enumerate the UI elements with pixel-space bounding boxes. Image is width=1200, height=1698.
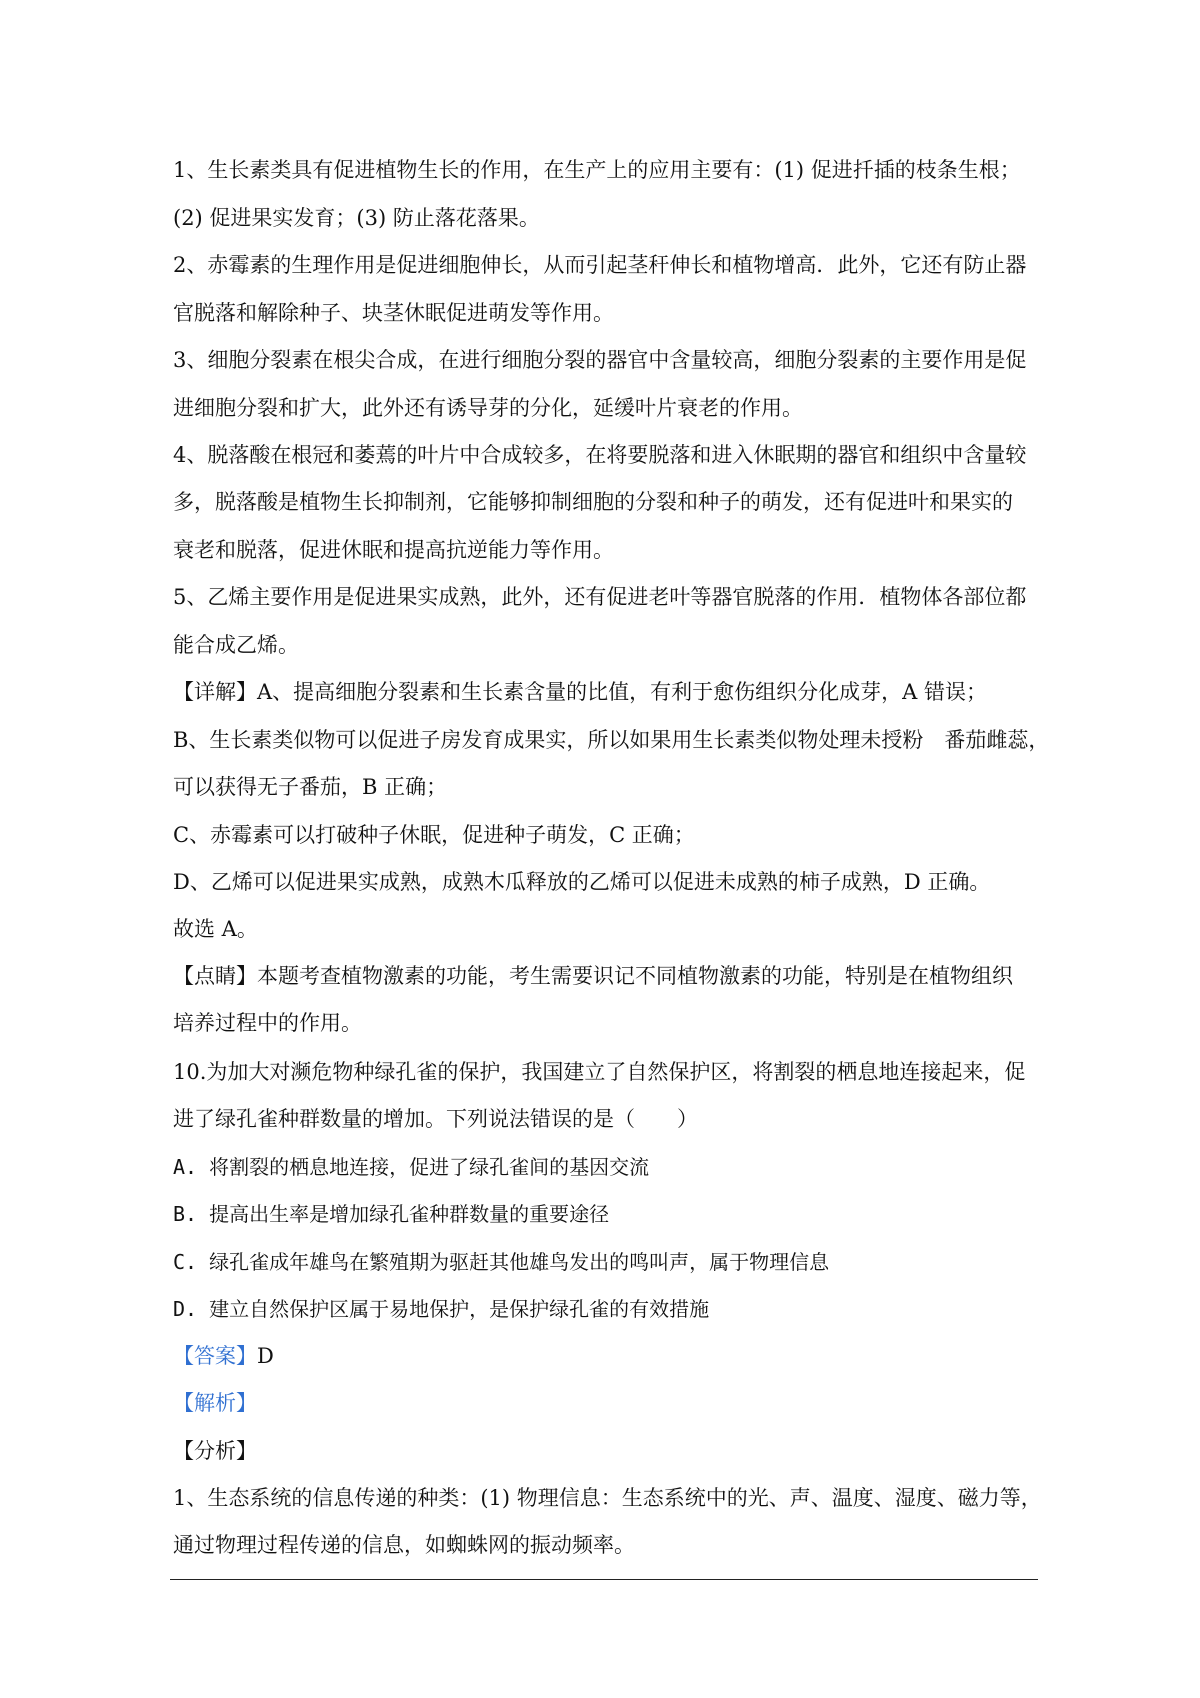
footer-divider [170, 1579, 1038, 1580]
fenxi-label: 【分析】 [173, 1439, 257, 1463]
text-line: 能合成乙烯。 [173, 633, 299, 657]
question-stem: 10.为加大对濒危物种绿孔雀的保护，我国建立了自然保护区，将割裂的栖息地连接起来，促 [173, 1060, 1026, 1084]
text-line: 3、细胞分裂素在根尖合成，在进行细胞分裂的器官中含量较高，细胞分裂素的主要作用是促 [173, 348, 1027, 372]
answer-line [173, 1346, 274, 1367]
text-line: 4、脱落酸在根冠和萎蔫的叶片中合成较多，在将要脱落和进入休眠期的器官和组织中含量较 [173, 443, 1027, 467]
text-line: 通过物理过程传递的信息，如蜘蛛网的振动频率。 [173, 1533, 635, 1557]
answer-label: 【答案】 [173, 1344, 257, 1368]
text-line: 衰老和脱落，促进休眠和提高抗逆能力等作用。 [173, 538, 614, 562]
text-line: D、乙烯可以促进果实成熟，成熟木瓜释放的乙烯可以促进未成熟的柿子成熟，D 正确。 [173, 870, 991, 894]
option-b: B. 提高出生率是增加绿孔雀种群数量的重要途径 [173, 1202, 610, 1226]
text-line: 1、生长素类具有促进植物生长的作用，在生产上的应用主要有：(1) 促进扦插的枝条生根； [173, 158, 1021, 182]
text-line: 进细胞分裂和扩大，此外还有诱导芽的分化，延缓叶片衰老的作用。 [173, 396, 803, 420]
option-c: C. 绿孔雀成年雄鸟在繁殖期为驱赶其他雄鸟发出的鸣叫声，属于物理信息 [173, 1250, 830, 1274]
text-line: 1、生态系统的信息传递的种类：(1) 物理信息：生态系统中的光、声、温度、湿度、磁力等， [173, 1486, 1042, 1510]
text-line: 【点睛】本题考查植物激素的功能，考生需要识记不同植物激素的功能，特别是在植物组织 [173, 964, 1013, 988]
option-a: A. 将割裂的栖息地连接，促进了绿孔雀间的基因交流 [173, 1155, 650, 1179]
analysis-label: 【解析】 [173, 1391, 257, 1415]
text-line: B、生长素类似物可以促进子房发育成果实，所以如果用生长素类似物处理未授粉 番茄雌蕊， [173, 728, 1050, 752]
text-line: 多，脱落酸是植物生长抑制剂，它能够抑制细胞的分裂和种子的萌发，还有促进叶和果实的 [173, 490, 1013, 514]
text-line: (2) 促进果实发育；(3) 防止落花落果。 [173, 206, 540, 230]
question-stem: 进了绿孔雀种群数量的增加。下列说法错误的是（ ） [173, 1107, 698, 1131]
text-line: 培养过程中的作用。 [173, 1011, 362, 1035]
text-line: 5、乙烯主要作用是促进果实成熟，此外，还有促进老叶等器官脱落的作用．植物体各部位都 [173, 585, 1027, 609]
text-line: 故选 A。 [173, 917, 258, 941]
text-line: 2、赤霉素的生理作用是促进细胞伸长，从而引起茎秆伸长和植物增高．此外，它还有防止器 [173, 253, 1027, 277]
text-line: C、赤霉素可以打破种子休眠，促进种子萌发，C 正确； [173, 823, 695, 847]
option-d: D. 建立自然保护区属于易地保护，是保护绿孔雀的有效措施 [173, 1297, 710, 1321]
text-line: 【详解】A、提高细胞分裂素和生长素含量的比值，有利于愈伤组织分化成芽，A 错误； [173, 680, 988, 704]
answer-value: D [257, 1344, 274, 1368]
text-line: 官脱落和解除种子、块茎休眠促进萌发等作用。 [173, 301, 614, 325]
text-line: 可以获得无子番茄，B 正确； [173, 775, 448, 799]
